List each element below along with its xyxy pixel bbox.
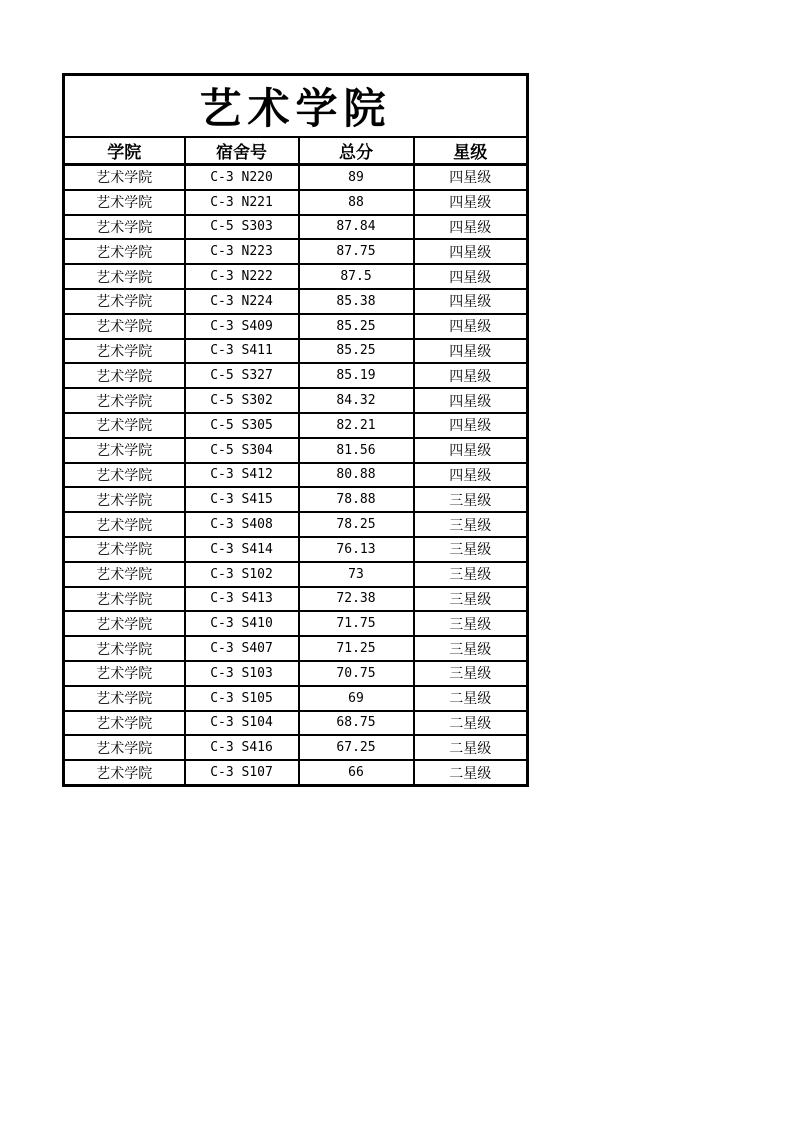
cell-college: 艺术学院 xyxy=(64,289,185,314)
cell-star-rating: 四星级 xyxy=(414,190,528,215)
cell-star-rating: 四星级 xyxy=(414,388,528,413)
cell-dorm-number: C-5 S303 xyxy=(185,215,299,240)
cell-dorm-number: C-3 S414 xyxy=(185,537,299,562)
table-row xyxy=(64,190,528,215)
table-row xyxy=(64,339,528,364)
cell-total-score: 68.75 xyxy=(299,711,414,736)
cell-dorm-number: C-3 N222 xyxy=(185,264,299,289)
title-row xyxy=(64,75,528,138)
cell-dorm-number: C-3 S415 xyxy=(185,487,299,512)
cell-star-rating: 二星级 xyxy=(414,760,528,785)
cell-star-rating: 四星级 xyxy=(414,463,528,488)
cell-total-score: 85.25 xyxy=(299,339,414,364)
cell-total-score: 73 xyxy=(299,562,414,587)
cell-total-score: 87.5 xyxy=(299,264,414,289)
cell-college: 艺术学院 xyxy=(64,339,185,364)
cell-college: 艺术学院 xyxy=(64,413,185,438)
cell-dorm-number: C-3 S410 xyxy=(185,611,299,636)
cell-dorm-number: C-3 S105 xyxy=(185,686,299,711)
table-row xyxy=(64,165,528,190)
cell-total-score: 72.38 xyxy=(299,587,414,612)
table-row xyxy=(64,438,528,463)
cell-total-score: 85.25 xyxy=(299,314,414,339)
table-row xyxy=(64,661,528,686)
column-header-total-score: 总分 xyxy=(299,137,414,165)
table-row xyxy=(64,711,528,736)
cell-college: 艺术学院 xyxy=(64,215,185,240)
table-row xyxy=(64,289,528,314)
cell-dorm-number: C-3 S411 xyxy=(185,339,299,364)
cell-star-rating: 二星级 xyxy=(414,686,528,711)
cell-dorm-number: C-3 S104 xyxy=(185,711,299,736)
cell-star-rating: 三星级 xyxy=(414,487,528,512)
table-row xyxy=(64,512,528,537)
cell-total-score: 85.19 xyxy=(299,363,414,388)
cell-total-score: 69 xyxy=(299,686,414,711)
table-row xyxy=(64,487,528,512)
cell-total-score: 71.25 xyxy=(299,636,414,661)
cell-total-score: 87.84 xyxy=(299,215,414,240)
table-row xyxy=(64,413,528,438)
cell-total-score: 82.21 xyxy=(299,413,414,438)
cell-dorm-number: C-3 S416 xyxy=(185,735,299,760)
cell-star-rating: 四星级 xyxy=(414,413,528,438)
cell-star-rating: 四星级 xyxy=(414,264,528,289)
table-row xyxy=(64,363,528,388)
cell-dorm-number: C-3 N220 xyxy=(185,165,299,190)
cell-star-rating: 三星级 xyxy=(414,562,528,587)
cell-dorm-number: C-3 N221 xyxy=(185,190,299,215)
column-header-dorm-number: 宿舍号 xyxy=(185,137,299,165)
cell-dorm-number: C-3 S107 xyxy=(185,760,299,785)
cell-dorm-number: C-3 S409 xyxy=(185,314,299,339)
cell-dorm-number: C-3 S412 xyxy=(185,463,299,488)
cell-dorm-number: C-5 S305 xyxy=(185,413,299,438)
cell-college: 艺术学院 xyxy=(64,438,185,463)
cell-college: 艺术学院 xyxy=(64,463,185,488)
table-row xyxy=(64,463,528,488)
cell-college: 艺术学院 xyxy=(64,537,185,562)
cell-total-score: 66 xyxy=(299,760,414,785)
table-row xyxy=(64,735,528,760)
cell-total-score: 76.13 xyxy=(299,537,414,562)
cell-star-rating: 二星级 xyxy=(414,711,528,736)
cell-star-rating: 四星级 xyxy=(414,239,528,264)
cell-star-rating: 三星级 xyxy=(414,587,528,612)
cell-college: 艺术学院 xyxy=(64,760,185,785)
cell-star-rating: 三星级 xyxy=(414,661,528,686)
cell-star-rating: 三星级 xyxy=(414,537,528,562)
cell-total-score: 71.75 xyxy=(299,611,414,636)
table-row xyxy=(64,314,528,339)
cell-college: 艺术学院 xyxy=(64,239,185,264)
cell-dorm-number: C-3 N224 xyxy=(185,289,299,314)
column-header-college: 学院 xyxy=(64,137,185,165)
cell-star-rating: 四星级 xyxy=(414,363,528,388)
cell-college: 艺术学院 xyxy=(64,512,185,537)
cell-star-rating: 四星级 xyxy=(414,339,528,364)
cell-total-score: 78.25 xyxy=(299,512,414,537)
cell-dorm-number: C-3 S407 xyxy=(185,636,299,661)
cell-dorm-number: C-3 N223 xyxy=(185,239,299,264)
table-row xyxy=(64,760,528,785)
cell-total-score: 85.38 xyxy=(299,289,414,314)
cell-star-rating: 二星级 xyxy=(414,735,528,760)
cell-college: 艺术学院 xyxy=(64,711,185,736)
cell-dorm-number: C-5 S304 xyxy=(185,438,299,463)
cell-total-score: 87.75 xyxy=(299,239,414,264)
cell-dorm-number: C-5 S327 xyxy=(185,363,299,388)
cell-star-rating: 三星级 xyxy=(414,512,528,537)
cell-college: 艺术学院 xyxy=(64,314,185,339)
cell-total-score: 80.88 xyxy=(299,463,414,488)
cell-dorm-number: C-3 S102 xyxy=(185,562,299,587)
cell-college: 艺术学院 xyxy=(64,636,185,661)
cell-college: 艺术学院 xyxy=(64,611,185,636)
column-header-star-rating: 星级 xyxy=(414,137,528,165)
table-row xyxy=(64,562,528,587)
cell-college: 艺术学院 xyxy=(64,487,185,512)
cell-college: 艺术学院 xyxy=(64,165,185,190)
cell-total-score: 70.75 xyxy=(299,661,414,686)
table-row xyxy=(64,388,528,413)
cell-star-rating: 四星级 xyxy=(414,215,528,240)
cell-college: 艺术学院 xyxy=(64,587,185,612)
table-row xyxy=(64,611,528,636)
cell-total-score: 67.25 xyxy=(299,735,414,760)
cell-total-score: 89 xyxy=(299,165,414,190)
cell-star-rating: 四星级 xyxy=(414,314,528,339)
cell-dorm-number: C-3 S413 xyxy=(185,587,299,612)
cell-star-rating: 四星级 xyxy=(414,165,528,190)
cell-college: 艺术学院 xyxy=(64,190,185,215)
cell-dorm-number: C-3 S103 xyxy=(185,661,299,686)
cell-college: 艺术学院 xyxy=(64,264,185,289)
cell-college: 艺术学院 xyxy=(64,363,185,388)
table-row xyxy=(64,587,528,612)
table-title: 艺术学院 xyxy=(64,75,528,138)
cell-college: 艺术学院 xyxy=(64,388,185,413)
cell-star-rating: 三星级 xyxy=(414,636,528,661)
cell-star-rating: 四星级 xyxy=(414,438,528,463)
table-row xyxy=(64,215,528,240)
table-row xyxy=(64,636,528,661)
cell-college: 艺术学院 xyxy=(64,661,185,686)
cell-total-score: 81.56 xyxy=(299,438,414,463)
cell-dorm-number: C-5 S302 xyxy=(185,388,299,413)
table-row xyxy=(64,264,528,289)
cell-star-rating: 四星级 xyxy=(414,289,528,314)
cell-total-score: 84.32 xyxy=(299,388,414,413)
dorm-score-table xyxy=(62,73,529,787)
table-row xyxy=(64,686,528,711)
cell-college: 艺术学院 xyxy=(64,735,185,760)
cell-star-rating: 三星级 xyxy=(414,611,528,636)
cell-dorm-number: C-3 S408 xyxy=(185,512,299,537)
cell-total-score: 88 xyxy=(299,190,414,215)
table-row xyxy=(64,537,528,562)
cell-college: 艺术学院 xyxy=(64,562,185,587)
cell-college: 艺术学院 xyxy=(64,686,185,711)
table-row xyxy=(64,239,528,264)
cell-total-score: 78.88 xyxy=(299,487,414,512)
header-row xyxy=(64,137,528,165)
